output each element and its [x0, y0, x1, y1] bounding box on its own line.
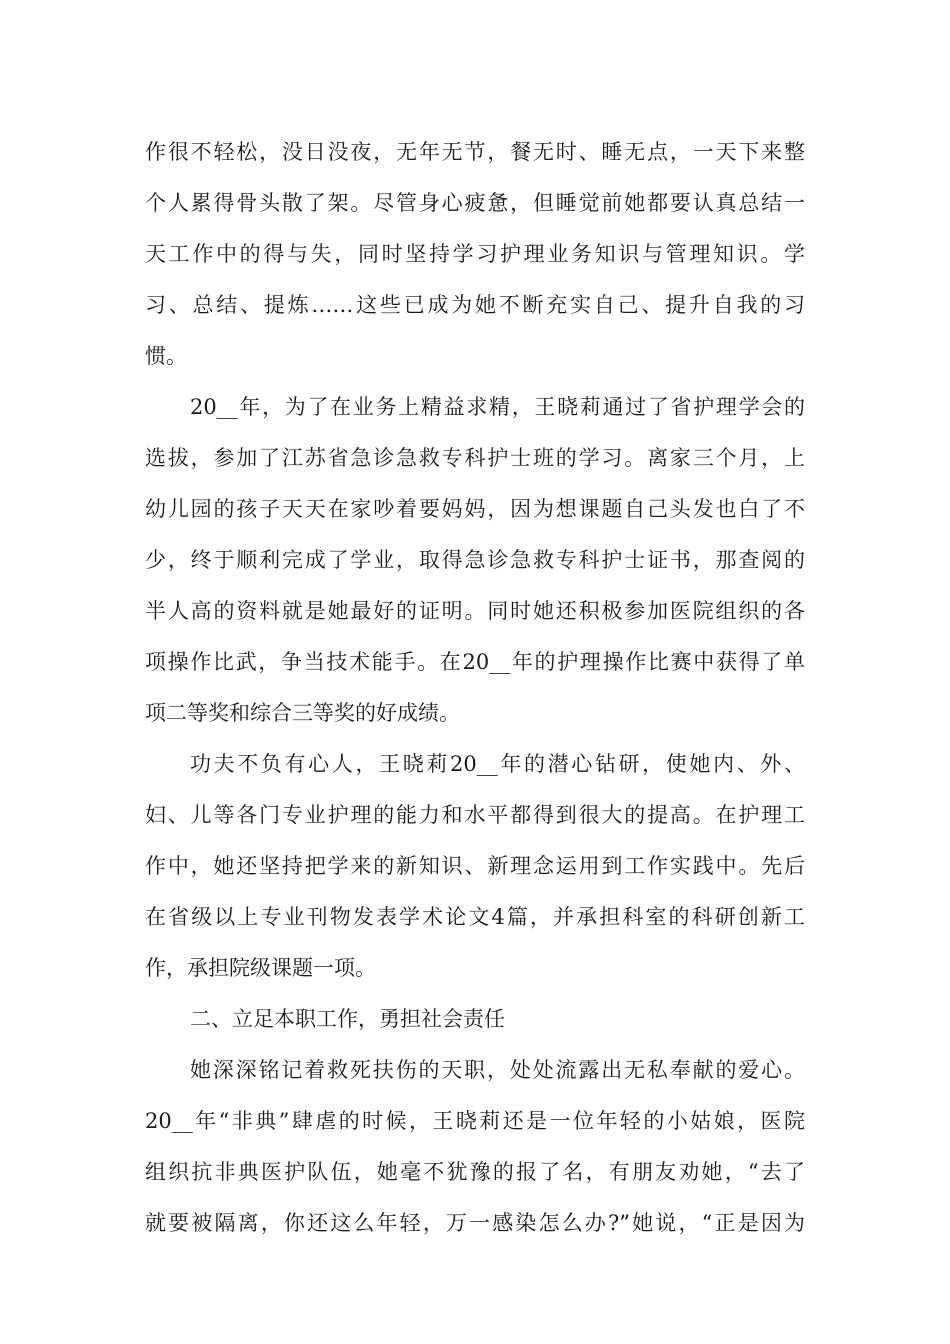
text-line: 项二等奖和综合三等奖的好成绩。: [145, 701, 460, 725]
text-line: 作中，她还坚持把学来的新知识、新理念运用到工作实践中。先后: [145, 854, 805, 878]
text-line: 个人累得骨头散了架。尽管身心疲惫，但睡觉前她都要认真总结一: [145, 191, 805, 215]
paragraph-first-line: 她深深铭记着救死扶伤的天职，处处流露出无私奉献的爱心。: [190, 1058, 805, 1082]
paragraph-first-line: 20__年，为了在业务上精益求精，王晓莉通过了省护理学会的: [190, 395, 805, 419]
text-line: 半人高的资料就是她最好的证明。同时她还积极参加医院组织的各: [145, 599, 805, 623]
text-line: 妇、儿等各门专业护理的能力和水平都得到很大的提高。在护理工: [145, 803, 805, 827]
text-line: 项操作比武，争当技术能手。在20__年的护理操作比赛中获得了单: [145, 650, 805, 674]
text-line: 组织抗非典医护队伍，她毫不犹豫的报了名，有朋友劝她，“去了: [145, 1160, 805, 1184]
section-heading: 二、立足本职工作，勇担社会责任: [190, 1007, 505, 1031]
text-line: 作，承担院级课题一项。: [145, 956, 376, 980]
text-line: 幼儿园的孩子天天在家吵着要妈妈，因为想课题自己头发也白了不: [145, 497, 805, 521]
text-line: 习、总结、提炼……这些已成为她不断充实自己、提升自我的习: [145, 293, 805, 317]
text-line: 在省级以上专业刊物发表学术论文4篇，并承担科室的科研创新工: [145, 905, 805, 929]
text-line: 选拔，参加了江苏省急诊急救专科护士班的学习。离家三个月，上: [145, 446, 805, 470]
text-line: 20__年“非典”肆虐的时候，王晓莉还是一位年轻的小姑娘，医院: [145, 1109, 805, 1133]
paragraph-first-line: 功夫不负有心人，王晓莉20__年的潜心钻研，使她内、外、: [190, 752, 805, 776]
text-line: 少，终于顺利完成了学业，取得急诊急救专科护士证书，那查阅的: [145, 548, 805, 572]
text-line: 天工作中的得与失，同时坚持学习护理业务知识与管理知识。学: [145, 242, 805, 266]
text-line: 就要被隔离，你还这么年轻，万一感染怎么办?”她说，“正是因为: [145, 1211, 805, 1235]
text-line: 惯。: [145, 344, 187, 368]
text-line: 作很不轻松，没日没夜，无年无节，餐无时、睡无点，一天下来整: [145, 140, 805, 164]
